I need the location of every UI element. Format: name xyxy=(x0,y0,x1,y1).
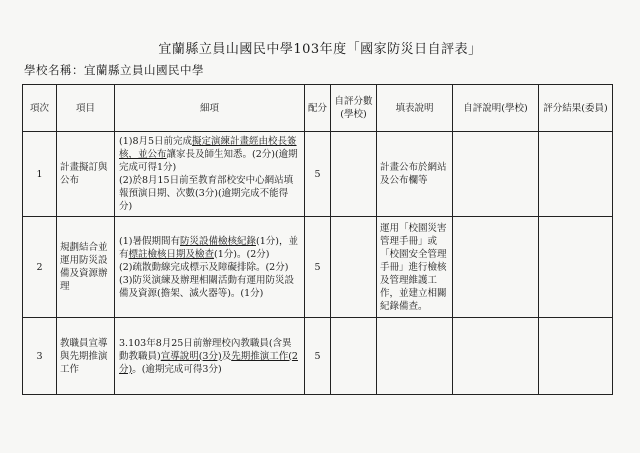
row-result[interactable] xyxy=(539,318,613,395)
header-item: 項目 xyxy=(57,85,115,132)
table-row xyxy=(23,318,613,395)
row-points: 5 xyxy=(305,217,331,318)
header-fill-note: 填表說明 xyxy=(377,85,453,132)
header-row xyxy=(23,85,613,132)
row-detail: (1)暑假期間有防災設備檢核紀錄(1分)，並有標註檢核日期及檢查(1分)。(2分) (2)疏散動線完成標示及障礙排除。(2分) (3)防災演練及辦理相關活動有運用防災設備及資源(擔架、滅火器等)。(1分) xyxy=(115,217,305,318)
row-self-note[interactable] xyxy=(453,132,539,217)
row-self-score[interactable] xyxy=(331,217,377,318)
row-item: 規劃結合並運用防災設備及資源辦理 xyxy=(57,217,115,318)
school-name: 學校名稱：宜蘭縣立員山國民中學 xyxy=(24,63,204,77)
row-item: 教職員宣導與先期推演工作 xyxy=(57,318,115,395)
header-self-score: 自評分數(學校) xyxy=(331,85,377,132)
row-fill-note: 運用「校園災害管理手冊」或「校園安全管理手冊」進行檢核及管理維護工作，並建立相關紀錄備查。 xyxy=(377,217,453,318)
header-points: 配分 xyxy=(305,85,331,132)
row-self-note[interactable] xyxy=(453,217,539,318)
header-result: 評分結果(委員) xyxy=(539,85,613,132)
row-detail: 3.103年8月25日前辦理校內教職員(含異動教職員)宣導說明(3分)及先期推演工作(2分)。(逾期完成可得3分) xyxy=(115,318,305,395)
row-self-score[interactable] xyxy=(331,132,377,217)
row-detail: (1)8月5日前完成擬定演練計畫經由校長簽核，並公布讓家長及師生知悉。(2分)(逾期完成可得1分) (2)於8月15日前至教育部校安中心網站填報預演日期、次數(3分)(逾期完成不能得分) xyxy=(115,132,305,217)
row-fill-note xyxy=(377,318,453,395)
row-self-score[interactable] xyxy=(331,318,377,395)
row-no: 3 xyxy=(23,318,57,395)
row-no: 1 xyxy=(23,132,57,217)
table-row xyxy=(23,132,613,217)
row-points: 5 xyxy=(305,132,331,217)
row-fill-note: 計畫公布於網站及公布欄等 xyxy=(377,132,453,217)
row-no: 2 xyxy=(23,217,57,318)
row-item: 計畫擬訂與公布 xyxy=(57,132,115,217)
row-result[interactable] xyxy=(539,217,613,318)
table-row xyxy=(23,217,613,318)
row-self-note[interactable] xyxy=(453,318,539,395)
page-title: 宜蘭縣立員山國民中學103年度「國家防災日自評表」 xyxy=(158,42,482,57)
row-points: 5 xyxy=(305,318,331,395)
row-result[interactable] xyxy=(539,132,613,217)
header-no: 項次 xyxy=(23,85,57,132)
header-self-note: 自評說明(學校) xyxy=(453,85,539,132)
header-detail: 細項 xyxy=(115,85,305,132)
self-evaluation-table xyxy=(22,84,613,395)
